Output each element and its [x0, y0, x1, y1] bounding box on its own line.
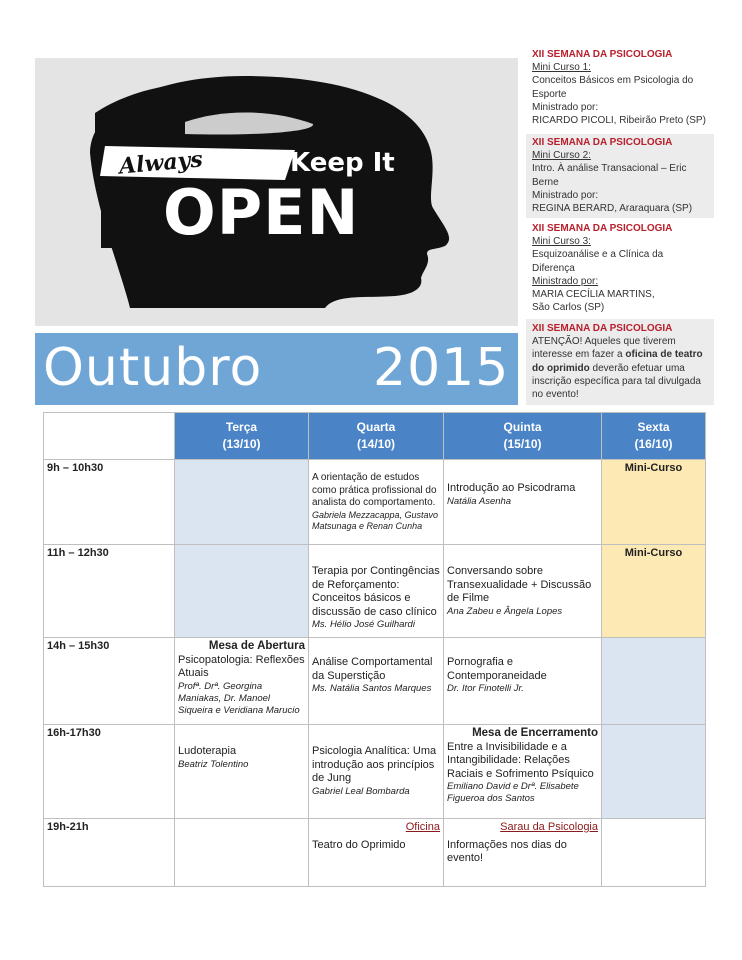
- slot-title: Análise Comportamental da Superstição: [312, 656, 433, 682]
- slot-cell: [444, 545, 602, 638]
- course-header: XII SEMANA DA PSICOLOGIA: [532, 49, 673, 60]
- slot-title: Psicopatologia: Reflexões Atuais: [178, 653, 305, 679]
- day-date: (13/10): [222, 437, 261, 451]
- table-header-row: [44, 413, 706, 460]
- course-teacher: RICARDO PICOLI, Ribeirão Preto (SP): [532, 115, 706, 127]
- notice-text: [526, 335, 714, 401]
- sidebar-course-1: [526, 48, 714, 127]
- notice-part2: deverão efetuar uma inscrição específica para tal divulgada no evento!: [532, 362, 701, 401]
- course-title: Esquizoanálise e a Clínica da Diferença: [532, 249, 664, 274]
- day-date: (15/10): [503, 437, 542, 451]
- slot-title: A orientação de estudos como prática profissional do analista do comportamento.: [312, 472, 437, 509]
- slot-cell: [444, 819, 602, 887]
- poster-word-always: Always: [118, 146, 204, 180]
- notice-header: XII SEMANA DA PSICOLOGIA: [532, 323, 673, 334]
- course-number: Mini Curso 2:: [532, 150, 591, 162]
- slot-speaker: Emiliano David e Drª. Elisabete Figueroa dos Santos: [447, 781, 579, 804]
- table-row: [44, 638, 706, 725]
- slot-title: Informações nos dias do evento!: [447, 838, 567, 864]
- time-slot: 14h – 15h30: [44, 638, 175, 725]
- slot-speaker: Ana Zabeu e Ângela Lopes: [447, 605, 563, 617]
- slot-empty: [175, 819, 309, 887]
- sidebar-course-2: [526, 134, 714, 218]
- poster-word-keep: Keep It: [290, 148, 395, 178]
- sidebar-notice: [526, 319, 714, 405]
- slot-cell: [309, 460, 444, 545]
- slot-empty: [602, 819, 706, 887]
- slot-speaker: Gabriel Leal Bombarda: [312, 785, 410, 797]
- day-name: Quinta: [503, 420, 542, 434]
- course-number: Mini Curso 3:: [532, 236, 591, 248]
- slot-speaker: Profª. Drª. Georgina Maniakas, Dr. Manoel Siqueira e Veridiana Marucio: [178, 680, 300, 716]
- notice-highlight: oficina de teatro do oprimido: [532, 349, 703, 374]
- slot-cell: [175, 638, 309, 725]
- sarau-label: Sarau da Psicologia: [500, 821, 598, 833]
- slot-title: Psicologia Analítica: Uma introdução aos princípios de Jung: [312, 745, 437, 784]
- slot-speaker: Gabriela Mezzacappa, Gustavo Matsunaga e Renan Cunha: [312, 509, 439, 531]
- slot-cell: [444, 725, 602, 819]
- month-year: 2015: [373, 338, 510, 398]
- sidebar-course-3: [526, 222, 714, 314]
- mesa-abertura-label: Mesa de Abertura: [208, 640, 305, 652]
- slot-title: Pornografia e Contemporaneidade: [447, 656, 547, 682]
- slot-empty: [602, 725, 706, 819]
- slot-empty: [175, 460, 309, 545]
- course-teacher: MARIA CECÍLIA MARTINS,: [532, 289, 655, 301]
- course-header: XII SEMANA DA PSICOLOGIA: [532, 223, 673, 234]
- slot-title: Terapia por Contingências de Reforçamento: Conceitos básicos e discussão de caso clínico: [312, 565, 440, 618]
- table-row: [44, 545, 706, 638]
- slot-speaker: Dr. Itor Finotelli Jr.: [447, 683, 524, 694]
- slot-empty: [602, 638, 706, 725]
- course-teacher-city: São Carlos (SP): [532, 302, 605, 314]
- slot-speaker: Natália Asenha: [447, 495, 512, 507]
- day-name: Quarta: [356, 420, 396, 434]
- time-slot: 16h-17h30: [44, 725, 175, 819]
- time-slot: 9h – 10h30: [44, 460, 175, 545]
- course-title: Conceitos Básicos em Psicologia do Esporte: [532, 75, 694, 100]
- month-name: Outubro: [43, 338, 263, 398]
- table-row: [44, 460, 706, 545]
- course-number: Mini Curso 1:: [532, 62, 591, 74]
- course-title: Intro. À análise Transacional – Eric Berne: [532, 163, 687, 188]
- slot-cell: [309, 638, 444, 725]
- slot-title: Ludoterapia: [178, 745, 237, 757]
- day-name: Sexta: [637, 420, 670, 434]
- slot-cell: [175, 725, 309, 819]
- slot-title: Introdução ao Psicodrama: [447, 482, 576, 494]
- slot-minicurso: Mini-Curso: [602, 460, 706, 545]
- slot-title: Teatro do Oprimido: [312, 838, 406, 851]
- slot-speaker: Ms. Natália Santos Marques: [312, 683, 432, 694]
- slot-speaker: Ms. Hélio José Guilhardi: [312, 619, 415, 630]
- slot-title: Conversando sobre Transexualidade + Discussão de Filme: [447, 565, 592, 604]
- day-date: (14/10): [356, 437, 396, 451]
- slot-cell: [309, 819, 444, 887]
- slot-title: Entre a Invisibilidade e a Intangibilidade: Relações Raciais e Sofrimento Psíquico: [447, 740, 594, 780]
- poster-word-open: OPEN: [163, 176, 360, 249]
- day-name: Terça: [225, 420, 258, 434]
- slot-cell: [444, 638, 602, 725]
- course-by: Ministrado por:: [532, 275, 599, 287]
- day-friday: [602, 413, 706, 460]
- table-row: [44, 819, 706, 887]
- slot-cell: [309, 725, 444, 819]
- header-corner: [44, 413, 175, 460]
- table-row: [44, 725, 706, 819]
- day-date: (16/10): [634, 437, 673, 451]
- course-teacher: REGINA BERARD, Araraquara (SP): [532, 203, 693, 215]
- mesa-encerramento-label: Mesa de Encerramento: [472, 727, 598, 739]
- time-slot: 19h-21h: [44, 819, 175, 887]
- slot-cell: [309, 545, 444, 638]
- day-wednesday: [309, 413, 444, 460]
- course-header: XII SEMANA DA PSICOLOGIA: [532, 137, 673, 148]
- notice-part1: ATENÇÃO! Aqueles que tiverem interesse em fazer a: [532, 336, 676, 361]
- slot-cell: [444, 460, 602, 545]
- oficina-label: Oficina: [405, 821, 440, 833]
- time-slot: 11h – 12h30: [44, 545, 175, 638]
- course-by: Ministrado por:: [532, 189, 599, 201]
- month-banner: [35, 333, 518, 405]
- slot-minicurso: Mini-Curso: [602, 545, 706, 638]
- day-thursday: [444, 413, 602, 460]
- course-by: Ministrado por:: [532, 101, 599, 113]
- day-tuesday: [175, 413, 309, 460]
- schedule-table: [43, 412, 706, 887]
- slot-speaker: Beatriz Tolentino: [178, 758, 249, 770]
- slot-empty: [175, 545, 309, 638]
- poster-image: [35, 58, 518, 326]
